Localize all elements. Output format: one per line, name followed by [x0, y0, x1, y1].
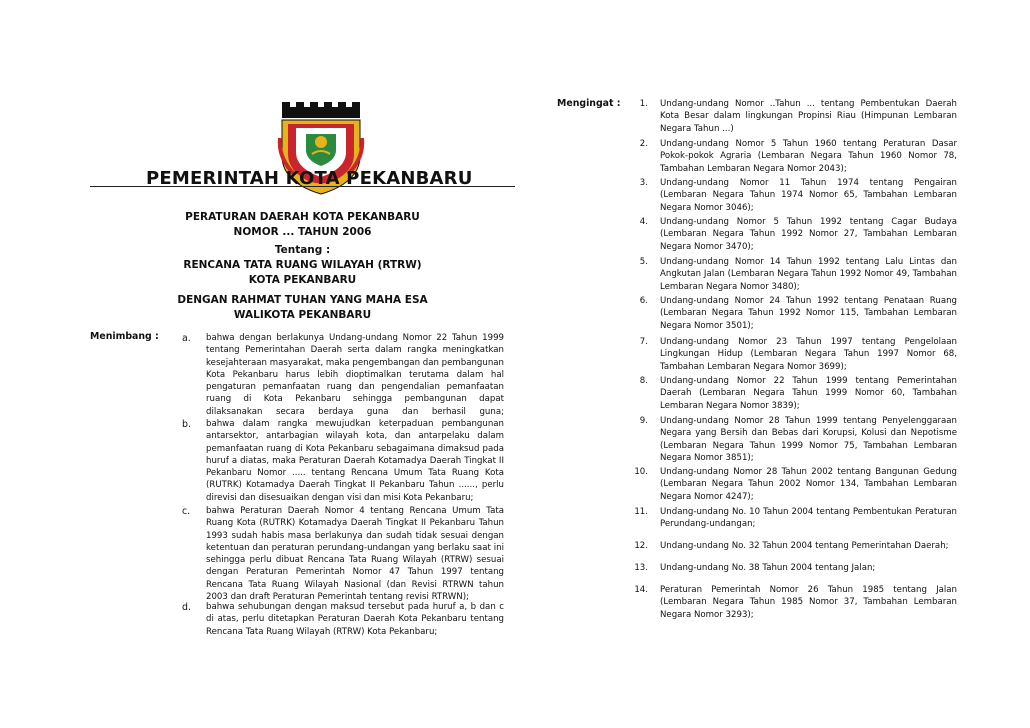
mengingat-num-11: 11.: [634, 507, 648, 517]
menimbang-item-c: bahwa Peraturan Daerah Nomor 4 tentang Rencana Umum Tata Ruang Kota (RUTRK) Kotamadya Daerah Tingkat II Pekanbaru Tahun 1993 sudah habis masa berlakunya dan sudah tidak sesuai dengan ketentuan dan peraturan perundang-undangan yang berlaku saat ini sehingga perlu dibuat Rencana Tata Ruang Wilayah (RTRW) sesuai dengan Peraturan Pemerintah Nomor 47 Tahun 1997 tentang Rencana Tata Ruang Wilayah Nasional (dan Revisi RTRWN tahun 2003 dan draft Peraturan Pemerintah tentang revisi RTRWN);: [206, 506, 504, 603]
mengingat-num-4: 4.: [639, 217, 648, 227]
grace-block: [90, 293, 515, 323]
mengingat-item-11: Undang-undang No. 10 Tahun 2004 tentang Pembentukan Peraturan Perundang-undangan;: [660, 507, 957, 530]
regulation-line1: PERATURAN DAERAH KOTA PEKANBARU: [185, 211, 420, 223]
mengingat-item-5: Undang-undang Nomor 14 Tahun 1992 tentang Lalu Lintas dan Angkutan Jalan (Lembaran Negara Tahun 1992 Nomor 49, Tambahan Lembaran Negara Nomor 3480);: [660, 257, 957, 292]
regulation-title: [90, 210, 515, 240]
mengingat-item-9: Undang-undang Nomor 28 Tahun 1999 tentang Penyelenggaraan Negara yang Bersih dan Bebas dari Korupsi, Kolusi dan Nepotisme (Lembaran Negara Tahun 1999 Nomor 75, Tambahan Lembaran Negara Nomor 3851);: [660, 416, 957, 463]
mengingat-item-14: Peraturan Pemerintah Nomor 26 Tahun 1985 tentang Jalan (Lembaran Negara Tahun 1985 Nomor 37, Tambahan Lembaran Negara Nomor 3293);: [660, 585, 957, 620]
mengingat-num-5: 5.: [639, 257, 648, 267]
mengingat-item-12: Undang-undang No. 32 Tahun 2004 tentang Pemerintahan Daerah;: [660, 541, 949, 551]
mengingat-item-10: Undang-undang Nomor 28 Tahun 2002 tentang Bangunan Gedung (Lembaran Negara Tahun 2002 Nomor 134, Tambahan Lembaran Negara Nomor 4247);: [660, 467, 957, 502]
menimbang-letter-a: a.: [182, 333, 191, 344]
regulation-line2: NOMOR ... TAHUN 2006: [233, 226, 372, 238]
mengingat-num-8: 8.: [639, 376, 648, 386]
about-label: Tentang :: [274, 244, 331, 256]
government-name: PEMERINTAH KOTA PEKANBARU: [146, 168, 473, 189]
mengingat-num-1: 1.: [639, 99, 648, 109]
about-line2: KOTA PEKANBARU: [248, 274, 357, 286]
menimbang-letter-d: d.: [182, 602, 191, 613]
menimbang-item-d: bahwa sehubungan dengan maksud tersebut pada huruf a, b dan c di atas, perlu ditetapkan Peraturan Daerah Kota Pekanbaru tentang Rencana Tata Ruang Wilayah (RTRW) Kota Pekanbaru;: [206, 602, 504, 637]
about-line1: RENCANA TATA RUANG WILAYAH (RTRW): [183, 259, 422, 271]
mengingat-item-1: Undang-undang Nomor ..Tahun ... tentang Pembentukan Daerah Kota Besar dalam lingkungan Propinsi Riau (Himpunan Lembaran Negara Tahun ...): [660, 99, 957, 134]
mengingat-num-10: 10.: [634, 467, 648, 477]
grace-line2: WALIKOTA PEKANBARU: [233, 309, 372, 321]
grace-line1: DENGAN RAHMAT TUHAN YANG MAHA ESA: [177, 294, 428, 306]
about-block: [90, 243, 515, 288]
mengingat-item-7: Undang-undang Nomor 23 Tahun 1997 tentang Pengelolaan Lingkungan Hidup (Lembaran Negara Tahun 1997 Nomor 68, Tambahan Lembaran Negara Nomor 3699);: [660, 337, 957, 372]
mengingat-num-3: 3.: [639, 178, 648, 188]
mengingat-item-13: Undang-undang No. 38 Tahun 2004 tentang Jalan;: [660, 563, 876, 573]
mengingat-item-6: Undang-undang Nomor 24 Tahun 1992 tentang Penataan Ruang (Lembaran Negara Tahun 1992 Nomor 115, Tambahan Lembaran Negara Nomor 3501);: [660, 296, 957, 331]
menimbang-label: Menimbang :: [90, 331, 159, 342]
mengingat-item-8: Undang-undang Nomor 22 Tahun 1999 tentang Pemerintahan Daerah (Lembaran Negara Tahun 1999 Nomor 60, Tambahan Lembaran Negara Nomor 3839);: [660, 376, 957, 411]
mengingat-item-4: Undang-undang Nomor 5 Tahun 1992 tentang Cagar Budaya (Lembaran Negara Tahun 1992 Nomor 27, Tambahan Lembaran Negara Nomor 3470);: [660, 217, 957, 252]
menimbang-letter-c: c.: [182, 506, 191, 517]
mengingat-num-6: 6.: [639, 296, 648, 306]
mengingat-num-13: 13.: [634, 563, 648, 573]
title-underline: [90, 186, 515, 187]
mengingat-num-7: 7.: [639, 337, 648, 347]
mengingat-num-14: 14.: [634, 585, 648, 595]
mengingat-item-2: Undang-undang Nomor 5 Tahun 1960 tentang Peraturan Dasar Pokok-pokok Agraria (Lembaran Negara Tahun 1960 Nomor 78, Tambahan Lembaran Negara Nomor 2043);: [660, 139, 957, 174]
mengingat-item-3: Undang-undang Nomor 11 Tahun 1974 tentang Pengairan (Lembaran Negara Tahun 1974 Nomor 65, Tambahan Lembaran Negara Nomor 3046);: [660, 178, 957, 213]
mengingat-num-12: 12.: [634, 541, 648, 551]
menimbang-item-b: bahwa dalam rangka mewujudkan keterpaduan pembangunan antarsektor, antarbagian wilayah kota, dan antarpelaku dalam pemanfaatan ruang di Kota Pekanbaru sebagaimana dimaksud pada huruf a diatas, maka Peraturan Daerah Kotamadya Daerah Tingkat II Pekanbaru Nomor ..... tentang Rencana Umum Tata Ruang Kota (RUTRK) Kotamadya Daerah Tingkat II Pekanbaru Tahun ......, perlu direvisi dan disesuaikan dengan visi dan misi Kota Pekanbaru;: [206, 419, 504, 503]
menimbang-item-a: bahwa dengan berlakunya Undang-undang Nomor 22 Tahun 1999 tentang Pemerintahan Daerah serta dalam rangka meningkatkan kesejahteraan masyarakat, maka pengembangan dan pembangunan Kota Pekanbaru harus lebih dioptimalkan terutama dalam hal pengaturan pemanfaatan ruang dan pengendalian pemanfaatan ruang di Kota Pekanbaru sehingga pembangunan dapat dilaksanakan secara berdaya guna dan berhasil guna;: [206, 333, 504, 417]
mengingat-num-2: 2.: [639, 139, 648, 149]
mengingat-num-9: 9.: [639, 416, 648, 426]
mengingat-label: Mengingat :: [557, 98, 621, 109]
menimbang-letter-b: b.: [182, 419, 191, 430]
